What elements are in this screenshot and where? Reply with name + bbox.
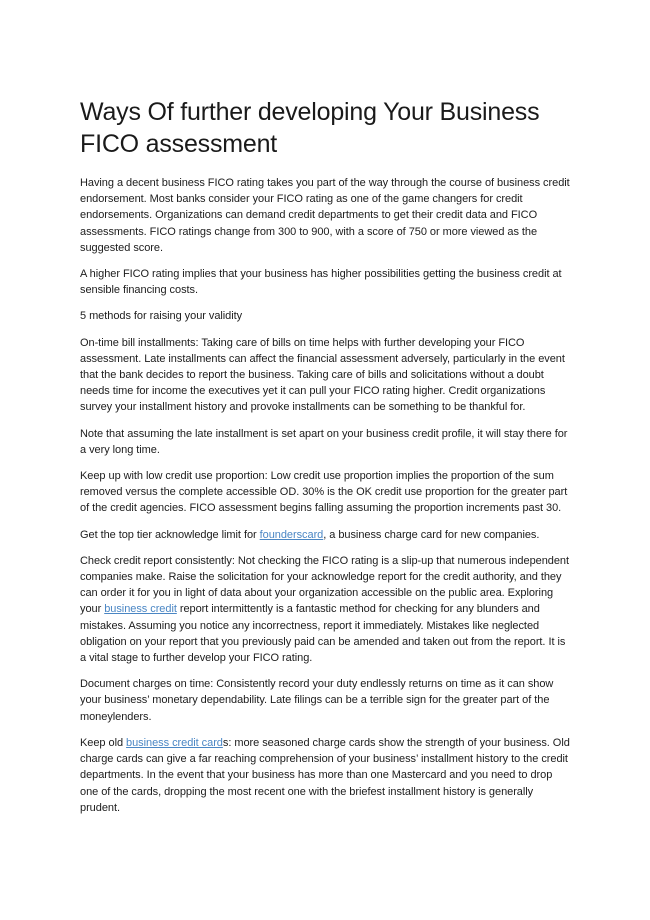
- paragraph: Get the top tier acknowledge limit for founderscard, a business charge card for new companies.: [80, 528, 540, 541]
- link-founderscard[interactable]: founderscard: [259, 528, 324, 541]
- paragraph: Keep up with low credit use proportion: Low credit use proportion implies the proportion of the sum removed versus the complete accessible OD. 30% is the OK credit use proportion for the greater part of the credit agencies. FICO assessment begins falling assuming the proportion increments past 30.: [80, 470, 568, 515]
- paragraph: Note that assuming the late installment is set apart on your business credit profile, it will stay there for a very long time.: [80, 427, 568, 456]
- paragraph: Keep old business credit cards: more seasoned charge cards show the strength of your business. Old charge cards can give a far reaching comprehension of your business’ installment history to the credit departments. In the event that your business has more than one Mastercard and you need to drop one of the cards, dropping the most recent one with the briefest installment history is generally prudent.: [80, 736, 570, 814]
- document-body: [80, 175, 570, 816]
- paragraph: 5 methods for raising your validity: [80, 310, 243, 323]
- page-title: Ways Of further developing Your Business FICO assessment: [80, 98, 540, 158]
- paragraph: Document charges on time: Consistently record your duty endlessly returns on time as it can show your business’ monetary dependability. Late filings can be a terrible sign for the greater part of the moneylenders.: [80, 678, 554, 723]
- link-business-credit-cards[interactable]: business credit card: [126, 736, 223, 749]
- paragraph: Having a decent business FICO rating takes you part of the way through the course of business credit endorsement. Most banks consider your FICO rating as one of the game changers for credit endorsements. Organizations can demand credit departments to get their credit data and FICO assessments. FICO ratings change from 300 to 900, with a score of 750 or more viewed as the suggested score.: [80, 177, 570, 254]
- paragraph: A higher FICO rating implies that your business has higher possibilities getting the business credit at sensible financing costs.: [80, 268, 562, 297]
- paragraph: Check credit report consistently: Not checking the FICO rating is a slip-up that numerous independent companies make. Raise the solicitation for your acknowledge report for the credit authority, and they can order it for you in light of data about your organization accessible on the public area. Exploring your business credit report intermittently is a fantastic method for checking for any blunders and mistakes. Assuming you notice any incorrectness, report it immediately. Mistakes like neglected obligation on your report that you previously paid can be amended and taken out from the report. It is a vital stage to further develop your FICO rating.: [80, 554, 569, 665]
- paragraph: On-time bill installments: Taking care of bills on time helps with further developing your FICO assessment. Late installments can affect the financial assessment adversely, particularly in the event that the bank decides to report the business. Taking care of bills and solicitations without a doubt needs time for income the executives yet it can pull your FICO rating higher. Credit organizations survey your installment history and provoke installments can be something to be thankful for.: [80, 336, 565, 414]
- link-business-credit[interactable]: business credit: [104, 603, 177, 616]
